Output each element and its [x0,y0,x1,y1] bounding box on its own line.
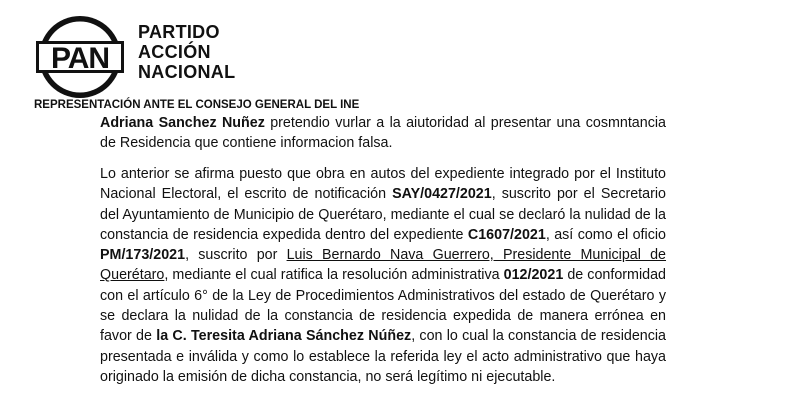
paragraph-1-text: pretendio vurlar a la aiutoridad al presentar una cosmntancia de Residencia que contiene informacion falsa. [100,115,666,152]
oficio-number: PM/173/2021 [100,247,186,264]
pan-logo [34,14,126,100]
p2-text-4: , suscrito por [185,247,287,264]
notification-number: SAY/0427/2021 [392,186,492,203]
p2-text-1: Lo anterior se afirma puesto que obra en autos del expediente integrado por el Instituto Nacional Electoral, el escrito de notificación [100,166,666,203]
p2-text-3: , así como el oficio [545,226,666,243]
beneficiary-name: la C. Teresita Adriana Sánchez Núñez [156,328,412,345]
logo-text: PAN [50,42,110,75]
p2-text-7: , con lo cual la constancia de residencia presentada e inválida y como lo establece la referida ley el acto administrativo que haya originado la emisión de dicha constancia, no será legítimo ni ejecutable. [100,328,667,385]
resolution-number: 012/2021 [503,267,564,284]
p2-text-5: , mediante el cual ratifica la resolución administrativa [164,267,504,284]
party-name [138,22,235,82]
expediente-number: C1607/2021 [467,226,546,243]
paragraph-2 [100,164,666,387]
party-name-line-1: PARTIDO [138,22,220,42]
representation-line: REPRESENTACIÓN ANTE EL CONSEJO GENERAL DEL INE [34,99,360,111]
accused-name: Adriana Sanchez Nuñez [100,115,265,131]
p2-text-2: , suscrito por el Secretario del Ayuntamiento de Municipio de Querétaro, mediante el cual se declaró la nulidad de la constancia de residencia expedida dentro del expediente [100,186,666,243]
party-name-line-3: NACIONAL [138,62,236,82]
party-name-line-2: ACCIÓN [138,42,211,62]
signatory-name: Luis Bernardo Nava Guerrero, Presidente Municipal de Querétaro [100,247,667,284]
p2-text-6: de conformidad con el artículo 6° de la Ley de Procedimientos Administrativos del estado de Querétaro y se declara la nulidad de la constancia de residencia expedida de manera errónea en favor de [100,267,666,345]
paragraph-1 [100,113,666,154]
